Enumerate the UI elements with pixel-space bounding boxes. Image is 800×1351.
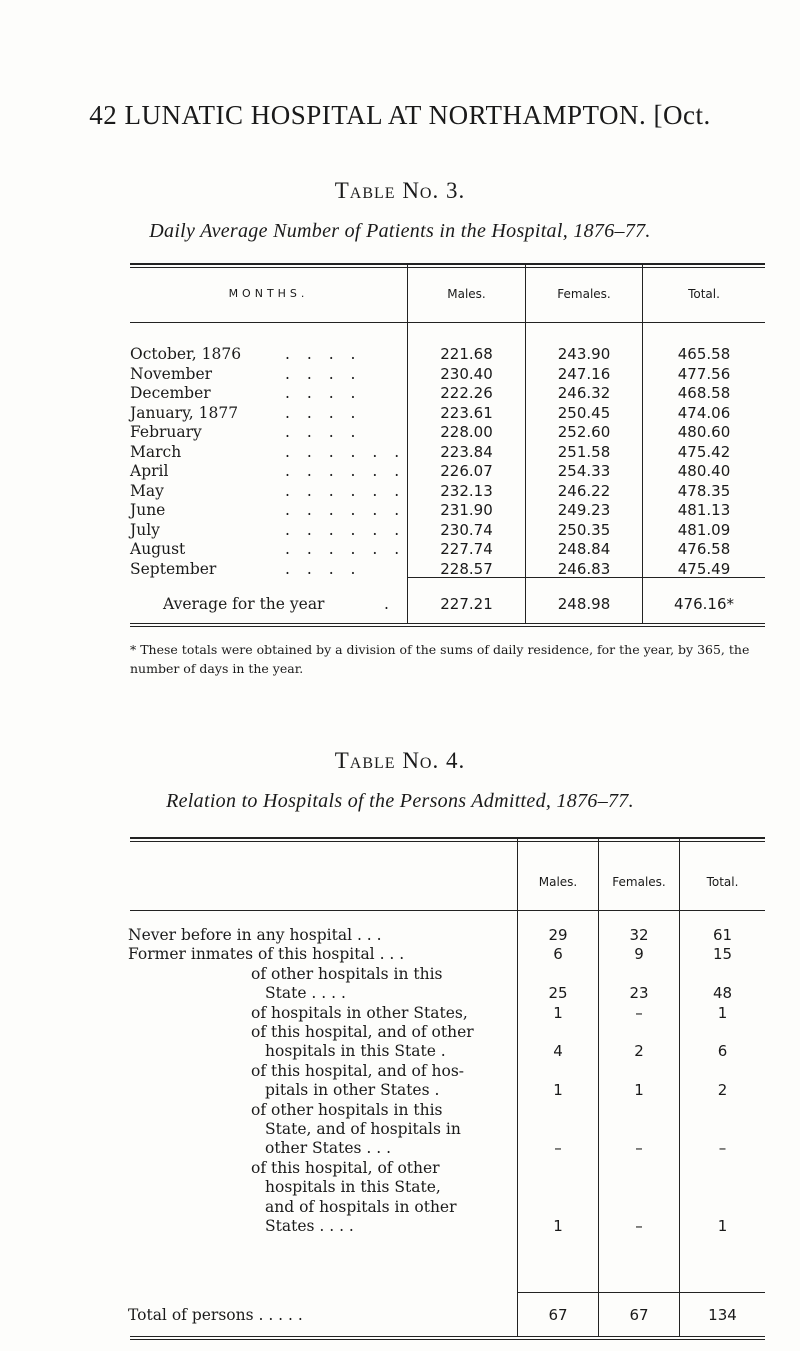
table3-row-females: 252.60 xyxy=(557,423,611,441)
table4-row-label: State . . . . xyxy=(265,984,346,1003)
table3-row-males: 231.90 xyxy=(440,501,493,519)
table4-row-females: 32 xyxy=(629,926,649,944)
table4-row-label: other States . . . xyxy=(265,1139,392,1158)
table3-col-females: Females. xyxy=(557,287,611,301)
table4-total-males: 67 xyxy=(548,1306,568,1324)
table3-row-total: 481.13 xyxy=(677,501,731,519)
table3-average-females: 248.98 xyxy=(557,595,611,613)
table3-col-males: Males. xyxy=(447,287,486,301)
table3-row-males: 222.26 xyxy=(440,384,493,402)
table4-col-males: Males. xyxy=(538,875,578,889)
table3-row-females: 246.83 xyxy=(557,559,611,578)
table3-row xyxy=(0,500,800,520)
table4-row-total: 1 xyxy=(717,1003,728,1022)
table3-row xyxy=(0,539,800,559)
table3-row-males: 228.00 xyxy=(440,423,493,441)
table3-row-dots: . . . . . . xyxy=(285,540,406,558)
table3-row-total: 480.40 xyxy=(677,462,731,480)
table3-title: Table No. 3. xyxy=(334,178,466,203)
table4-row-females: – xyxy=(635,1139,643,1158)
table3-row-dots: . . . . xyxy=(285,403,362,422)
table4-row-females: 1 xyxy=(634,1081,644,1100)
table3-footnote: * These totals were obtained by a division of the sums of daily residence, for the year, by 365, the number of days in the year. xyxy=(130,642,750,676)
table3-row-month: November xyxy=(130,364,213,383)
table4-subtitle: Relation to Hospitals of the Persons Admitted, 1876–77. xyxy=(166,790,634,812)
table3-average-row xyxy=(0,594,800,614)
table3-row-month: February xyxy=(130,423,202,441)
table3-row-month: August xyxy=(130,540,186,558)
table3-row-total: 480.60 xyxy=(677,423,731,441)
table3-row xyxy=(0,422,800,442)
table4-row-total: 2 xyxy=(717,1081,728,1100)
table3-row-total: 481.09 xyxy=(677,520,731,539)
table4-row-label: of this hospital, of other xyxy=(251,1158,440,1177)
table4-row-females: – xyxy=(635,1003,643,1022)
table3-row-month: May xyxy=(130,481,164,500)
table3-bottom-rule xyxy=(130,623,765,624)
table4-row-females: 2 xyxy=(634,1042,644,1061)
table3-row-month: December xyxy=(130,384,211,402)
table4-row-males: 1 xyxy=(553,1081,563,1100)
table3-average-label: Average for the year xyxy=(163,595,325,613)
table4-row-males: 6 xyxy=(553,945,563,964)
table3-row xyxy=(0,481,800,501)
table4-row-males: 1 xyxy=(553,1003,563,1022)
page-header: 42 LUNATIC HOSPITAL AT NORTHAMPTON. [Oct. xyxy=(89,100,711,130)
table3-row-month: March xyxy=(130,442,182,461)
table4-row-males: 25 xyxy=(548,984,568,1003)
table3-row-males: 226.07 xyxy=(440,462,493,480)
table3-row-males: 228.57 xyxy=(440,559,493,578)
table4-top-rule xyxy=(130,837,765,839)
table3-average-males: 227.21 xyxy=(440,595,493,613)
table4-row-females: 9 xyxy=(634,945,644,964)
table3-row-total: 476.58 xyxy=(677,540,731,558)
table3-row-males: 232.13 xyxy=(440,481,493,500)
table3-row-month: January, 1877 xyxy=(130,403,239,422)
table4-title: Table No. 4. xyxy=(334,748,466,773)
table4-row-label: of this hospital, and of other xyxy=(251,1023,474,1041)
table3-row-males: 227.74 xyxy=(440,540,493,558)
table4-row-total: 15 xyxy=(712,945,733,964)
table3-row-females: 249.23 xyxy=(557,501,611,519)
table3-row-females: 254.33 xyxy=(557,462,611,480)
table3-row-dots: . . . . . . xyxy=(285,520,406,539)
table3-top-rule xyxy=(130,263,765,265)
table3-row-females: 246.22 xyxy=(557,481,611,500)
table3-row-males: 223.84 xyxy=(440,442,493,461)
table3-row xyxy=(0,344,800,364)
table3-row-males: 221.68 xyxy=(440,345,493,363)
table3-row-dots: . . . . . . xyxy=(285,501,406,519)
table3-row-females: 251.58 xyxy=(557,442,611,461)
table3-average-total: 476.16* xyxy=(674,595,734,613)
table4-row-label: of other hospitals in this xyxy=(251,964,443,983)
table3-row-females: 250.35 xyxy=(557,520,611,539)
table3-bottom-rule-thin xyxy=(130,626,765,627)
table3-row-total: 475.42 xyxy=(677,442,731,461)
table4-row-total: 48 xyxy=(712,984,733,1003)
table4-row-females: – xyxy=(635,1217,643,1235)
table4-row-label: and of hospitals in other xyxy=(265,1197,457,1216)
table4-row-total: 6 xyxy=(717,1042,728,1061)
table3-row-dots: . . . . . . xyxy=(285,481,406,500)
table4-total-total: 134 xyxy=(708,1306,737,1324)
table4-total-label: Total of persons . . . . . xyxy=(128,1306,303,1324)
table4-sum-rule xyxy=(518,1292,765,1293)
table3-row-males: 230.40 xyxy=(440,364,493,383)
table3-row-dots: . . . . xyxy=(285,423,362,441)
table4-row-females: 23 xyxy=(629,984,649,1003)
table4-row-males: 4 xyxy=(553,1042,563,1061)
table3-row-females: 243.90 xyxy=(557,345,611,363)
table3-row-dots: . . . . . . xyxy=(285,462,406,480)
table3-row-females: 250.45 xyxy=(557,403,611,422)
table3-row-month: June xyxy=(130,501,166,519)
table3-row xyxy=(0,461,800,481)
table3-row xyxy=(0,364,800,384)
table3-row xyxy=(0,383,800,403)
table4-bottom-rule xyxy=(130,1336,765,1337)
table3-row-month: July xyxy=(130,520,160,539)
table4-row-total: 1 xyxy=(717,1217,728,1235)
table3-row-month: September xyxy=(130,559,217,578)
table3-row-total: 468.58 xyxy=(677,384,731,402)
table3-row-month: October, 1876 xyxy=(130,345,242,363)
table3-row xyxy=(0,442,800,462)
table4-row-label: pitals in other States . xyxy=(265,1081,440,1100)
table3-row-dots: . . . . xyxy=(285,345,362,363)
table4-row-label: hospitals in this State, xyxy=(265,1178,441,1197)
table4-row-label: of hospitals in other States, xyxy=(251,1003,468,1022)
table3-subtitle: Daily Average Number of Patients in the Hospital, 1876–77. xyxy=(149,220,651,242)
table3-row-total: 475.49 xyxy=(677,559,731,578)
table4-row-males: – xyxy=(554,1139,562,1158)
table4-col-total: Total. xyxy=(706,875,739,889)
table4-row-label: of this hospital, and of hos- xyxy=(251,1061,465,1080)
table3-row-total: 477.56 xyxy=(677,364,731,383)
table3-row-dots: . . . . xyxy=(285,364,362,383)
table4-col-females: Females. xyxy=(612,875,666,889)
table4-row-label: Never before in any hospital . . . xyxy=(128,926,382,944)
table3-row-total: 465.58 xyxy=(677,345,731,363)
table3-col-months: MONTHS. xyxy=(228,287,309,300)
table3-row-females: 248.84 xyxy=(557,540,611,558)
table3-row-females: 247.16 xyxy=(557,364,611,383)
table3-row-dots: . . . . . . xyxy=(285,442,406,461)
table3-col-total: Total. xyxy=(688,287,720,301)
table4-row-label: State, and of hospitals in xyxy=(265,1120,461,1138)
table3-average-dot: . xyxy=(384,595,389,613)
table3-row xyxy=(0,559,800,579)
table4-row-males: 1 xyxy=(553,1217,563,1235)
table3-row xyxy=(0,520,800,540)
table4-row-total: 61 xyxy=(712,926,733,944)
table4-top-rule-thin xyxy=(130,841,765,842)
table4-row-label: hospitals in this State . xyxy=(265,1042,446,1061)
table3-row-total: 478.35 xyxy=(677,481,731,500)
table3-row-males: 223.61 xyxy=(440,403,493,422)
table4-row-label: States . . . . xyxy=(265,1217,354,1235)
table3-header-rule xyxy=(130,322,765,323)
table3-row-dots: . . . . xyxy=(285,559,362,578)
table3-row-month: April xyxy=(130,462,169,480)
table3-row-dots: . . . . xyxy=(285,384,362,402)
table4-total-females: 67 xyxy=(629,1306,649,1324)
table4-row-label: Former inmates of this hospital . . . xyxy=(128,945,405,964)
table3-top-rule-thin xyxy=(130,267,765,268)
table4-bottom-rule-thin xyxy=(130,1339,765,1340)
table3-row-males: 230.74 xyxy=(440,520,493,539)
table4-row-males: 29 xyxy=(548,926,568,944)
table3-row-females: 246.32 xyxy=(557,384,611,402)
table4-row-label: of other hospitals in this xyxy=(251,1100,443,1119)
table4-row-total: – xyxy=(718,1139,727,1158)
table3-row xyxy=(0,403,800,423)
table4-header-rule xyxy=(130,910,765,911)
table3-row-total: 474.06 xyxy=(677,403,731,422)
